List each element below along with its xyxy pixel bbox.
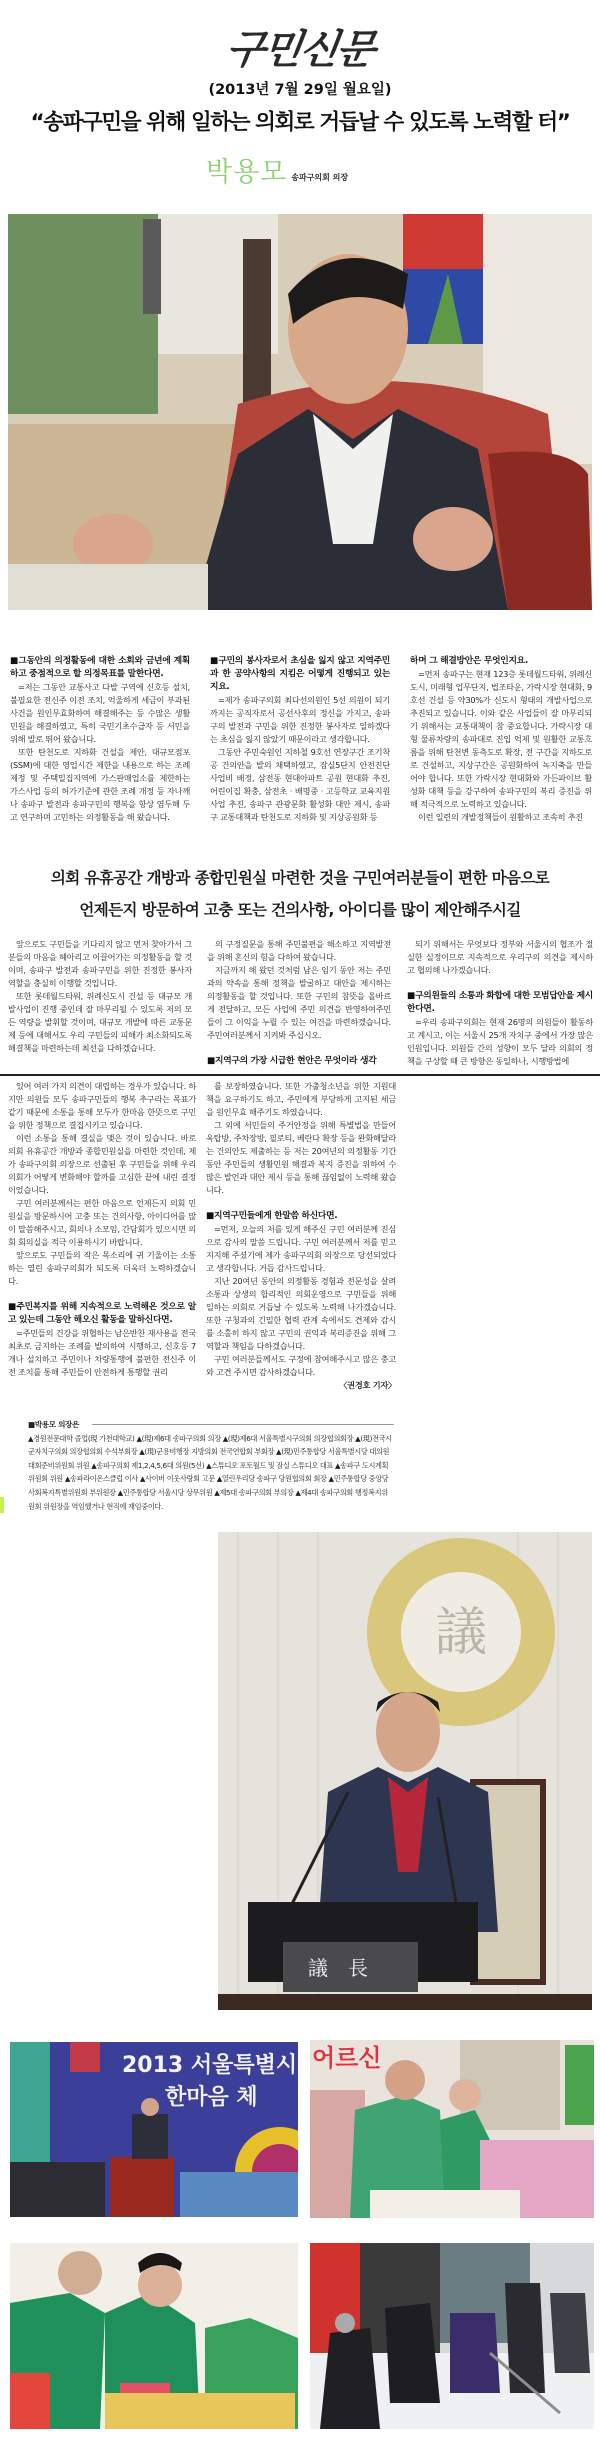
section1-col3 [410,655,592,824]
paragraph: =주민들의 건강을 위협하는 남은반찬 재사용을 전국 최초로 금지하는 조례를 발의하여 시행하고, 신호등 7개나 설치하고 주민이나 차량통행에 불편한 전신주 이전 조치를 통해 주민들이 안전하게 통행할 권리 [8,1328,196,1377]
paragraph: 앞으로도 구민들의 작은 목소리에 귀 기울이는 소통하는 열린 송파구의회가 되도록 더욱더 노력하겠습니다. [8,1250,196,1286]
paragraph: 구민 여러분께서는 편한 마음으로 언제든지 의회 민원실을 방문하시어 고충 또는 건의사항, 아이디어를 많이 말씀해주시고, 회의나 소모임, 간담회가 있으시면 의회 회의실을 적극 이용하시기 바랍니다. [8,1198,196,1247]
bio-title: ■박용모 의장은 [28,1420,80,1429]
pull-quote-line2: 언제든지 방문하여 고충 또는 건의사항, 아이디를 많이 제안해주시길 [79,901,521,919]
paragraph: 그 외에 서민들의 주거안정을 위해 특별법을 만들어 옥탑방, 주차장방, 필로티, 베란다 확장 등을 완화해달라는 건의안도 제출하는 등 저는 20여년의 의정활동 기간 동안 주민들의 생활민원 해결과 복지 증진을 위하여 수많은 발언과 대안 제시 등을 통해 끊임없이 노력해 왔습니다. [206,1120,396,1195]
svg-text:2013 서울특별시: 2013 서울특별시 [122,2053,298,2078]
paragraph: =먼저 송파구는 현재 123층 롯데월드타워, 위례신도시, 미래형 업무단지, 법조타운, 가락시장 현대화, 9호선 건설 등 약30%가 신도시 형태의 개발사업으로 추진되고 있습니다. 이와 같은 사업들이 잘 마무리되기 위해서는 교통대책이 참 중요합니다. 가락시장 대형 물류차량의 송파대로 진입 억제 및 원활한 교통흐름을 위해 탄천변 동측도로 확장, 전 구간을 지하도로로 건설하고, 지상구간은 공원화하여 녹지축을 만들어야 합니다. 또한 가락시장 현대화와 가든파이브 활성화 대책 등을 강구하여 송파구민의 복리 증진을 위해 적극적으로 노력하고 있습니다. [410,669,592,809]
svg-text:어르신: 어르신 [312,2044,382,2072]
paragraph: 이런 소통을 통해 결실을 맺은 것이 있습니다. 바로 의회 유휴공간 개방과 종합민원실을 마련한 것인데, 제가 송파구의회 의장으로 선출된 후 구민들을 위해 우리 의회가 어떻게 변화해야 할까를 고심한 끝에 내린 결정이었습니다. [8,1133,196,1195]
kimchi-photo [10,2243,298,2429]
paragraph: 또한 롯데월드타워, 위례신도시 건설 등 대규모 개발사업이 진행 중인데 잘 마무리될 수 있도록 저의 모든 역량을 발휘할 것이며, 대규모 개발에 따른 교통문제 등에 대해서도 우리 구민들의 피해가 최소화되도록 해결책을 마련하는데 최선을 다하겠습니다. [8,991,192,1053]
question-heading: ■주민복지를 위해 지속적으로 노력해온 것으로 알고 있는데 그동안 해오신 활동을 말하신다면. [8,1302,196,1325]
paragraph: 앞으로도 구민들을 기다리지 않고 먼저 찾아가서 그분들의 마음을 헤아리고 이끌어가는 의정활동을 할 것이며, 송파구 발전과 송파구민을 위한 진정한 봉사자 역할을 충실히 이행할 것입니다. [8,939,192,988]
paragraph: 의 구정질문을 통해 주민불편을 해소하고 지역발전을 위해 혼신의 힘을 다하여 왔습니다. [207,939,391,962]
reporter-credit: 〈권경호 기자〉 [339,1380,396,1390]
section-divider [0,1074,600,1076]
paragraph: 있어 여러 가지 의견이 대립하는 경우가 있습니다. 하지만 의원들 모두 송파구민들의 행복 추구라는 목표가 같기 때문에 소통을 통해 모두가 한마음 한뜻으로 구민을 위한 정책으로 결집시키고 있습니다. [8,1081,196,1130]
byline-role: 송파구의회 의장 [291,173,349,182]
section2-col1 [8,938,192,1055]
svg-text:議: 議 [434,1603,488,1663]
bio-box [28,1418,394,1513]
paragraph: 또한 탄천도로 지하화 건설을 제안, 대규모점포(SSM)에 대한 영업시간 제한을 내용으로 하는 조례제정 및 주택밀집지역에 가스판매업소를 제한하는 가스사업 등의 허가기준에 관한 조례 개정 등 자나깨나 송파구 발전과 송파구민의 행복을 항상 염두해 두고 연구하며 고민하는 의정활동을 해 왔습니다. [10,747,190,822]
paragraph: =저는 그동안 교통사고 다발 구역에 신호등 설치, 불필요한 전신주 이전 조치, 억울하게 세금이 부과된 사건을 원인무효화하여 해결해주는 등 수많은 생활민원을 해결하였고, 특히 국민기초수급자 등 서민을 위해 발로 뛰어 왔습니다. [10,682,190,744]
section2-col3 [407,938,593,1068]
byline [206,150,348,189]
meal-service-photo [310,2040,594,2218]
podium-photo [218,1532,592,2010]
paragraph: 지금까지 해 왔던 것처럼 남은 임기 동안 저는 주민과의 약속을 통해 정책을 발굴하고 대안을 제시하는 의정활동을 할 것입니다. 또한 구민의 참뜻을 올바르게 전달하고, 모든 사업에 주민 의견을 반영하여주민들이 그 이익을 누릴 수 있는 여건을 마련하겠습니다. 주민여러분께서 지켜봐 주십시오. [207,965,391,1040]
section1-col1 [10,655,190,824]
snow-clearing-photo [310,2243,594,2429]
article-headline: “송파구민을 위해 일하는 의회로 거듭날 수 있도록 노력할 터” [30,110,570,135]
pull-quote-line1: 의회 유휴공간 개방과 종합민원실 마련한 것을 구민여러분들이 편한 마음으로 [50,869,550,887]
section2-col2 [207,938,391,1068]
question-heading: ■지역구민들에게 한말씀 하신다면. [206,1211,338,1221]
section1-col2 [210,655,390,824]
bio-text: ▲경원전문대학 졸업(現 가천대학교) ▲(現)제6대 송파구의회 의장 ▲(現)제6대 서울특별시구의회 의장협의회장 ▲(現)전국시군자치구의회 의장협의회 수석부회장 ▲(現)군용비행장 지방의회 전국연합회 부회장 ▲(現)민주통합당 서울특별시당 대의원 대회준비위원회 위원 ▲송파구의회 제1,2,4,5,6대 의원(5선) ▲스튜디오 포토월드 및 잠실 스튜디오 대표 ▲송파구 도시계획위원회 위원 ▲송파라이온스클럽 이사 ▲사이버 이웃사랑회 고문 ▲열린우리당 송파구 당원협의회 회장 ▲민주통합당 중앙당 사회복지특별위원회 부위원장 ▲민주통합당 서울시당 상무위원 ▲제5대 송파구의회 부의장 ▲제4대 송파구의회 행정복지위원회 위원장을 역임했거나 현직에 재임중이다. [28,1433,392,1511]
paragraph: 그동안 주민숙원인 지하철 9호선 연장구간 조기착공 건의안을 발의 채택하였고, 잠실5단지 안전진단 사업비 배정, 삼전동 현대아파트 공원 현대화 추진, 어린이집 확충, 삼전초 · 배명중 · 고등학교 교육지원사업 추진, 송파구 관광문화 활성화 대안 제시, 송파구 교통대책과 탄천도로 지하화 및 지상공원화 등 [210,747,390,822]
question-heading: ■지역구의 가장 시급한 현안은 무엇이라 생각 [207,1056,377,1066]
paragraph: 지난 20여년 동안의 의정활동 경험과 전문성을 살려 소통과 상생의 합리적인 의회운영으로 구민들을 위해 일하는 의회로 거듭날 수 있도록 노력해 나가겠습니다. 또한 구청과의 긴밀한 협력 관계 속에서도 견제와 감시를 소홀히 하지 않고 구민의 권익과 복리증진을 위해 그 역할과 책임을 다하겠습니다. [206,1276,396,1351]
svg-text:한마음 체: 한마음 체 [165,2085,258,2110]
byline-name: 박용모 [206,157,288,188]
margin-mark [0,1497,4,1513]
section3-col2 [206,1080,396,1392]
svg-text:議 長: 議 長 [308,1956,368,1980]
masthead [0,18,600,75]
festival-photo [10,2042,298,2217]
newspaper-logo: 구민신문 [222,26,377,73]
question-heading: ■그동안의 의정활동에 대한 소회와 금년에 계획하고 중점적으로 할 의정목표를 말한다면. [10,656,190,679]
paragraph: =먼저, 오늘의 저를 있게 해주신 구민 여러분께 진심으로 감사의 말씀 드립니다. 구민 여러분께서 저를 믿고 지지해 주셨기에 제가 송파구의회 의장으로 당선되었다고 생각합니다. 거듭 감사드립니다. [206,1224,396,1273]
paragraph: =제가 송파구의회 최다선의원인 5선 의원이 되기까지는 공직자로서 공선사후의 정신을 가지고, 송파구의 발전과 구민을 위한 진정한 봉사자로 일하겠다는 초심을 잃지 않았기 때문이라고 생각합니다. [210,695,390,744]
paragraph: 이런 일련의 개발정책들이 원활하고 조속히 추진 [418,812,583,822]
section3-col1 [8,1080,196,1379]
paragraph: =우리 송파구의회는 현재 26명의 의원들이 활동하고 계시고, 이는 서울시 25개 자치구 중에서 가장 많은 인원입니다. 의원들 간의 성향이 모두 달라 의회의 정책을 구상할 때 큰 방향은 동일하나, 시행방법에 [407,1017,593,1066]
question-heading: 하며 그 해결방안은 무엇인지요. [410,656,528,666]
paragraph: 되기 위해서는 무엇보다 정부와 서울시의 협조가 절실한 실정이므로 지속적으로 우리구의 의견을 제시하고 협의해 나가겠습니다. [407,939,593,975]
paragraph: 를 보장하였습니다. 또한 가출청소년을 위한 지원대책을 요구하기도 하고, 주민에게 부당하게 고지된 세금을 원인무효 해주기도 하였습니다. [206,1081,396,1117]
publication-date: (2013년 7월 29일 월요일) [208,82,392,98]
paragraph: 구민 여러분들께서도 구정에 참여해주시고 많은 충고와 고견 주시면 감사하겠습니다. [206,1354,396,1377]
interview-photo [8,214,592,610]
question-heading: ■구민의 봉사자로서 초심을 잃지 않고 지역주민과 한 공약사항의 지킴은 어떻게 진행되고 있는지요. [210,656,390,692]
question-heading: ■구의원들의 소통과 화합에 대한 모범답안을 제시한다면. [407,991,593,1014]
